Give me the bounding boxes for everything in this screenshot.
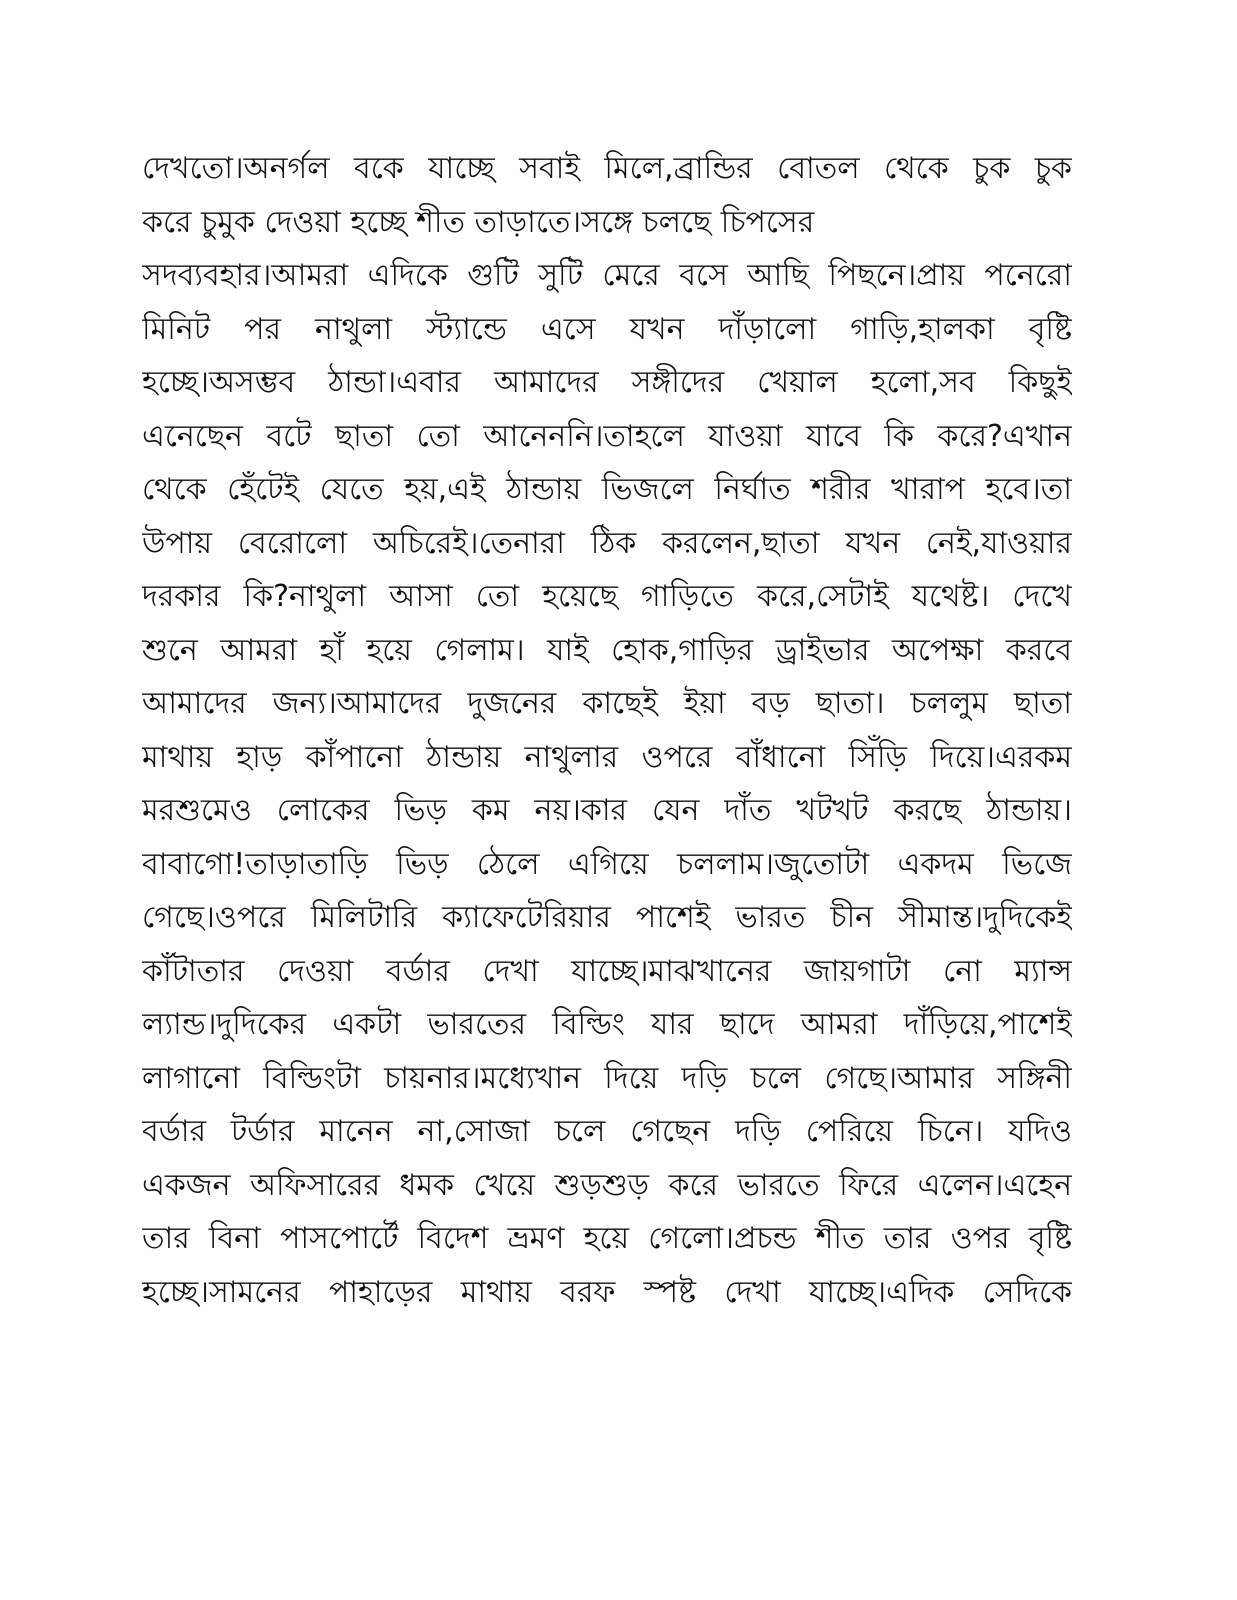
text-line: থেকে হেঁটেই যেতে হয়,এই ঠান্ডায় ভিজলে নির্ঘাত শরীর খারাপ হবে।তা xyxy=(142,472,1072,507)
text-line: আমাদের জন্য।আমাদের দুজনের কাছেই ইয়া বড় ছাতা। চললুম ছাতা xyxy=(142,686,1072,721)
text-line: গেছে।ওপরে মিলিটারি ক্যাফেটেরিয়ার পাশেই ভারত চীন সীমান্ত।দুদিকেই xyxy=(142,900,1072,935)
text-line: মিনিট পর নাথুলা স্ট্যান্ডে এসে যখন দাঁড়ালো গাড়ি,হালকা বৃষ্টি xyxy=(142,311,1072,347)
text-line: তার বিনা পাসপোর্টে বিদেশ ভ্রমণ হয়ে গেলো।প্রচন্ড শীত তার ওপর বৃষ্টি xyxy=(142,1221,1072,1256)
text-line: শুনে আমরা হাঁ হয়ে গেলাম। যাই হোক,গাড়ির ড্রাইভার অপেক্ষা করবে xyxy=(142,632,1072,668)
text-line: বাবাগো!তাড়াতাড়ি ভিড় ঠেলে এগিয়ে চললাম।জুতোটা একদম ভিজে xyxy=(142,846,1072,882)
text-line: মরশুমেও লোকের ভিড় কম নয়।কার যেন দাঁত খটখট করছে ঠান্ডায়। xyxy=(142,793,1072,828)
text-line: করে চুমুক দেওয়া হচ্ছে শীত তাড়াতে।সঙ্গে চলছে চিপসের xyxy=(142,204,815,240)
body-text xyxy=(142,142,1072,1319)
text-line: দরকার কি?নাথুলা আসা তো হয়েছে গাড়িতে করে,সেটাই যথেষ্ট। দেখে xyxy=(142,579,1072,614)
text-line: দেখতো।অনর্গল বকে যাচ্ছে সবাই মিলে,ব্রান্ডির বোতল থেকে চুক চুক xyxy=(142,151,1072,186)
text-line: ল্যান্ড।দুদিকের একটা ভারতের বিল্ডিং যার ছাদে আমরা দাঁড়িয়ে,পাশেই xyxy=(142,1007,1072,1042)
text-line: কাঁটাতার দেওয়া বর্ডার দেখা যাচ্ছে।মাঝখানের জায়গাটা নো ম্যান্স xyxy=(142,953,1072,989)
text-line: সদব্যবহার।আমরা এদিকে গুটি সুটি মেরে বসে আছি পিছনে।প্রায় পনেরো xyxy=(142,258,1072,293)
text-line: একজন অফিসারের ধমক খেয়ে শুড়শুড় করে ভারতে ফিরে এলেন।এহেন xyxy=(142,1167,1072,1203)
text-line: উপায় বেরোলো অচিরেই।তেনারা ঠিক করলেন,ছাতা যখন নেই,যাওয়ার xyxy=(142,525,1072,561)
text-line: হচ্ছে।অসম্ভব ঠান্ডা।এবার আমাদের সঙ্গীদের খেয়াল হলো,সব কিছুই xyxy=(142,365,1072,400)
text-line: বর্ডার টর্ডার মানেন না,সোজা চলে গেছেন দড়ি পেরিয়ে চিনে। যদিও xyxy=(142,1114,1072,1149)
text-line: মাথায় হাড় কাঁপানো ঠান্ডায় নাথুলার ওপরে বাঁধানো সিঁড়ি দিয়ে।এরকম xyxy=(142,739,1072,775)
text-line: এনেছেন বটে ছাতা তো আনেননি।তাহলে যাওয়া যাবে কি করে?এখান xyxy=(142,418,1072,454)
text-line: হচ্ছে।সামনের পাহাড়ের মাথায় বরফ স্পষ্ট দেখা যাচ্ছে।এদিক সেদিকে xyxy=(142,1274,1072,1310)
text-line: লাগানো বিল্ডিংটা চায়নার।মধ্যেখান দিয়ে দড়ি চলে গেছে।আমার সঙ্গিনী xyxy=(142,1060,1072,1096)
